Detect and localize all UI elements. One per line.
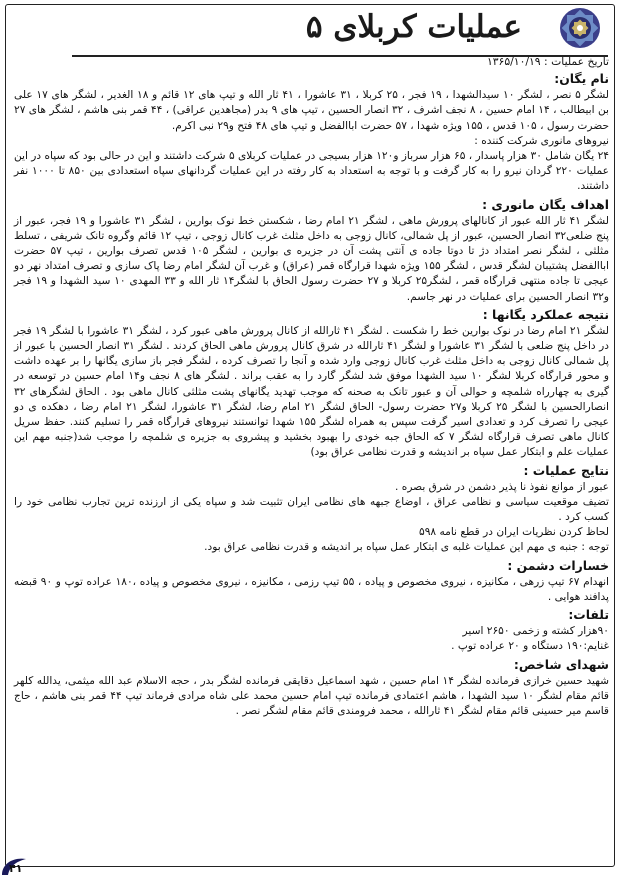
results-heading: نتایج عملیات : [523, 462, 609, 478]
page-number-badge [0, 853, 30, 877]
page-header [6, 5, 614, 51]
enemy-losses-heading: خسارات دشمن : [507, 557, 609, 573]
page-number: ۴۱ [9, 862, 23, 875]
objectives-heading: اهداف یگان مانوری : [482, 196, 609, 212]
casualties-heading: تلفات: [568, 607, 609, 623]
performance-text: لشگر ۲۱ امام رضا در نوک بوارین خط را شکست . لشگر ۴۱ ثارالله از کانال پرورش ماهی عبور کرد ، لشگر ۳۱ عاشورا با لشگر ۱۹ فجر در داخل پنج ضلعی با لشگر ۳۱ عاشورا و لشگر ۴۱ ثارالله در شرق کانال پرورش ماهی الحاق کردند . لشگر ۳۱ انصار الحسین با عبور از پل شمالی کانال زوجی به داخل مثلث غرب کانال زوجی وارد شده و آنجا را تصرف کرده ، لشگر فجر باز سازی یگانها را بر عهده داشت و محور قرارگاه کربلا لشگر ۱۰ سید الشهدا موفق شد لشگر گارد را به عقب براند . لشگر های ۸ نجف و۱۴ امام حسین در توسعه در گیری به چهارراه شلمچه و حوالی آن و عبور تانک به صحنه که موجب تهدید یگانهای پشت مثلثی کانال ماهی بود . الحاق لشگرهای ۳۲ انصارالحسین با لشگر ۲۵ کربلا و۲۷ حضرت رسول- الحاق لشگر ۲۱ امام رضا، لشگر ۳۱ عاشورا، لشگر ۲۱ امام رضا ، دهکده ی دو عیجی را تصرف کرد و تعدادی اسیر گرفت سپس به همراه لشگر ۱۵۵ شهدا توانستند نیروهای قرارگاه قمر را تسلیم کنند. حفظ سریل کانال ماهی تصرف قرارگاه لشگر ۷ که الحاق جبه خودی را بهبود بخشید و پیشروی به جزیره ی شلمچه را موجب شد(جنبه مهم این عملیات علم و ابتکار عمل سپاه بر اندیشه و قدرت نظامی عراق بود) [14, 324, 610, 459]
forces-label: نیروهای مانوری شرکت کننده : [474, 134, 609, 147]
units-text: لشگر ۵ نصر ، لشگر ۱۰ سیدالشهدا ، ۱۹ فجر ، ۲۵ کربلا ، ۳۱ عاشورا ، ۴۱ ثار الله و تیپ های ۱۲ قائم و ۱۸ الغدیر ، لشگر های ۱۷ علی بن ابیطالب ، ۱۴ امام حسین ، ۸ نجف اشرف ، ۳۲ انصار الحسین ، تیپ های ۹ بدر (مجاهدین عراقی) ، ۴۴ قمر بنی هاشم ، لشگر های ۲۷ حضرت رسول ، ۱۰۵ قدس ، ۱۵۵ ویژه شهدا ، ۵۷ حضرت اباالفضل و تیپ های ۴۸ فتح و۲۹ نبی اکرم. [14, 89, 609, 132]
performance-heading: نتیجه عملکرد یگانها : [482, 306, 609, 322]
enemy-losses-text: انهدام ۶۷ تیپ زرهی ، مکانیزه ، نیروی مخصوص و پیاده ، ۵۵ تیپ رزمی ، مکانیزه ، نیروی مخصوص و پیاده ،۱۸۰ عراده توپ و ۹۰ قبضه پدافند هوایی . [14, 575, 609, 603]
page-title: عملیات کربلای ۵ [305, 9, 522, 45]
document-body [14, 54, 609, 861]
martyrs-heading: شهدای شاخص: [513, 656, 609, 672]
casualties-line: ۹۰هزار کشته و زخمی ۲۶۵۰ اسیر [462, 625, 609, 638]
martyrs-text: شهید حسین خرازی فرمانده لشگر ۱۴ امام حسین ، شهد اسماعیل دقایقی فرمانده لشگر بدر ، حجه الاسلام عبد الله میثمی، یدالله کلهر قائم مقام لشگر ۱۰ سید الشهدا ، هاشم اعتمادی فرمانده تیپ امام حسین محمد علی شاه مرادی فرماند تیپ ۴۴ قمر بنی هاشم ، حاج قاسم میر حسینی قائم مقام لشگر ۴۱ ثارالله ، محمد فرومندی قائم مقام لشگر نصر . [14, 674, 609, 717]
units-heading: نام یگان: [554, 71, 609, 87]
results-line: تضیف موقعیت سیاسی و نظامی عراق ، اوضاع جبهه های نظامی ایران تثبیت شد و سپاه یکی از ارزنده ترین تجارب نظامی خود را کسب کرد . [14, 495, 609, 524]
objectives-text: لشگر ۴۱ ثار الله عبور از کانالهای پرورش ماهی ، لشگر ۲۱ امام رضا ، شکستن خط نوک بوارین ، لشگر ۳۱ عاشورا و ۱۹ فجر، عبور از پنج ضلعی۳۲ انصار الحسین، عبور از پل شمالی، کانال زوجی به داخل مثلث غرب کانال زوجی ، تیپ ۱۲ قائم وگروه تانک شریفی ، تسلط مثلثی ، لشگر نصر امتداد دژ تا دوتا جاده ی آنتی پشت آن در جزیره ی بوارین ، لشگر ۱۰۵ قدس تصرف بوارین ، تیپ ۵۷ حضرت اباالفضل پشتیبان لشگر قدس ، لشگر ۱۵۵ ویژه شهدا قرارگاه قمر (عراق) و غرب آن لشگر امام رضا پاک سازی و تصرف امتداد نهر دو عیجی تا جاده منتهی قرارگاه قمر ، لشگر۲۵ کربلا و ۲۷ حضرت رسول الحاق با لشگر۱۴ ثار الله و ۳۳ المهدی ۱۰ سید الشهدا و ۱۹ فجر و۳۲ انصار الحسین برای عملیات در نهر جاسم. [14, 214, 610, 303]
results-line: عبور از موانع نفوذ نا پذیر دشمن در شرق بصره . [395, 480, 609, 493]
operation-date: تاریخ عملیات : ۱۳۶۵/۱۰/۱۹ [486, 55, 609, 68]
ornament-emblem-icon [552, 5, 608, 51]
results-line: توجه : جنبه ی مهم این عملیات غلبه ی ابتکار عمل سپاه بر اندیشه و قدرت نظامی عراق بود. [204, 541, 609, 554]
forces-text: ۲۴ یگان شامل ۳۰ هزار پاسدار ، ۶۵ هزار سرباز و۱۲۰ هزار بسیجی در عملیات کربلای ۵ شرکت داشتند و این در حالی بود که سپاه در این عملیات ۲۲۰ گردان نیرو را به کار گرفت و با توجه به استعداد به کار رفته در این عملیات گردانهای سپاه استعدادی بین ۸۵۰ تا ۱۰۰۰ نفر داشتند. [13, 150, 610, 193]
casualties-line: غنایم:۱۹۰ دستگاه و ۲۰ عراده توپ . [451, 640, 609, 653]
results-line: لحاظ کردن نظریات ایران در قطع نامه ۵۹۸ [419, 526, 609, 539]
